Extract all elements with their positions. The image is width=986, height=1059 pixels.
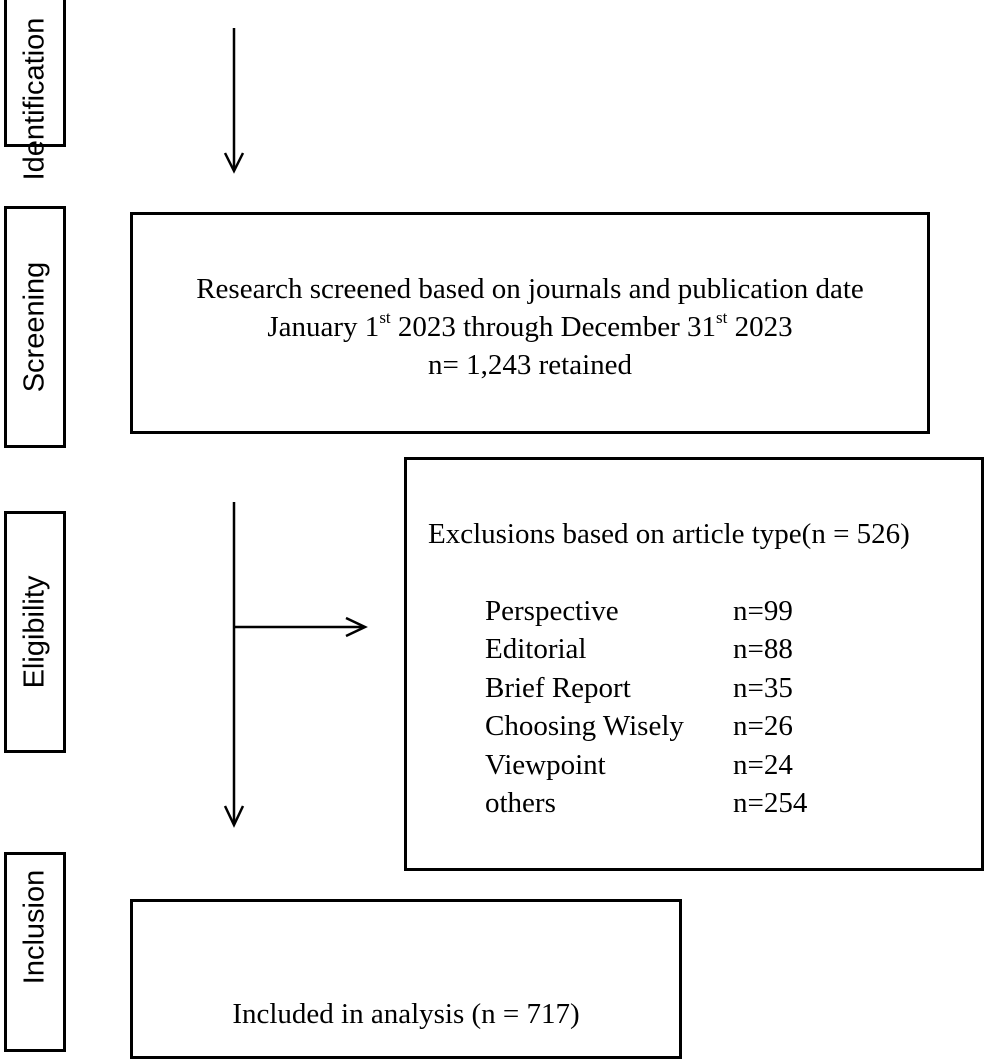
inclusion-box xyxy=(130,899,682,1059)
stage-identification-label: Identification xyxy=(18,17,51,181)
exclusion-count: n=88 xyxy=(733,633,793,665)
exclusion-label: Editorial xyxy=(485,633,587,665)
list-item xyxy=(485,746,905,784)
exclusion-label: others xyxy=(485,787,556,819)
exclusion-label: Viewpoint xyxy=(485,749,606,781)
exclusions-list xyxy=(485,592,945,832)
inclusion-text: Included in analysis (n = 717) xyxy=(232,998,580,1030)
exclusion-count: n=254 xyxy=(733,787,808,819)
screening-box xyxy=(130,212,930,434)
exclusion-count: n=26 xyxy=(733,710,793,742)
screening-line-1: Research screened based on journals and publication date xyxy=(196,273,864,305)
exclusion-label: Perspective xyxy=(485,595,619,627)
screening-line-2: January 1st 2023 through December 31st 2023 xyxy=(267,308,793,343)
exclusion-count: n=24 xyxy=(733,749,793,781)
exclusion-count: n=35 xyxy=(733,672,793,704)
exclusion-label: Choosing Wisely xyxy=(485,710,684,742)
list-item xyxy=(485,707,905,745)
screening-line-3: n= 1,243 retained xyxy=(428,349,632,381)
screening-text xyxy=(133,270,927,384)
stage-screening-label: Screening xyxy=(18,261,51,393)
list-item xyxy=(485,630,905,668)
exclusions-title: Exclusions based on article type(n = 526) xyxy=(428,518,910,550)
exclusion-count: n=99 xyxy=(733,595,793,627)
stage-eligibility-label: Eligibility xyxy=(18,575,51,689)
exclusions-box xyxy=(404,457,984,871)
list-item xyxy=(485,669,905,707)
list-item xyxy=(485,592,905,630)
stage-inclusion-label: Inclusion xyxy=(18,869,51,984)
list-item xyxy=(485,784,905,822)
exclusion-label: Brief Report xyxy=(485,672,631,704)
